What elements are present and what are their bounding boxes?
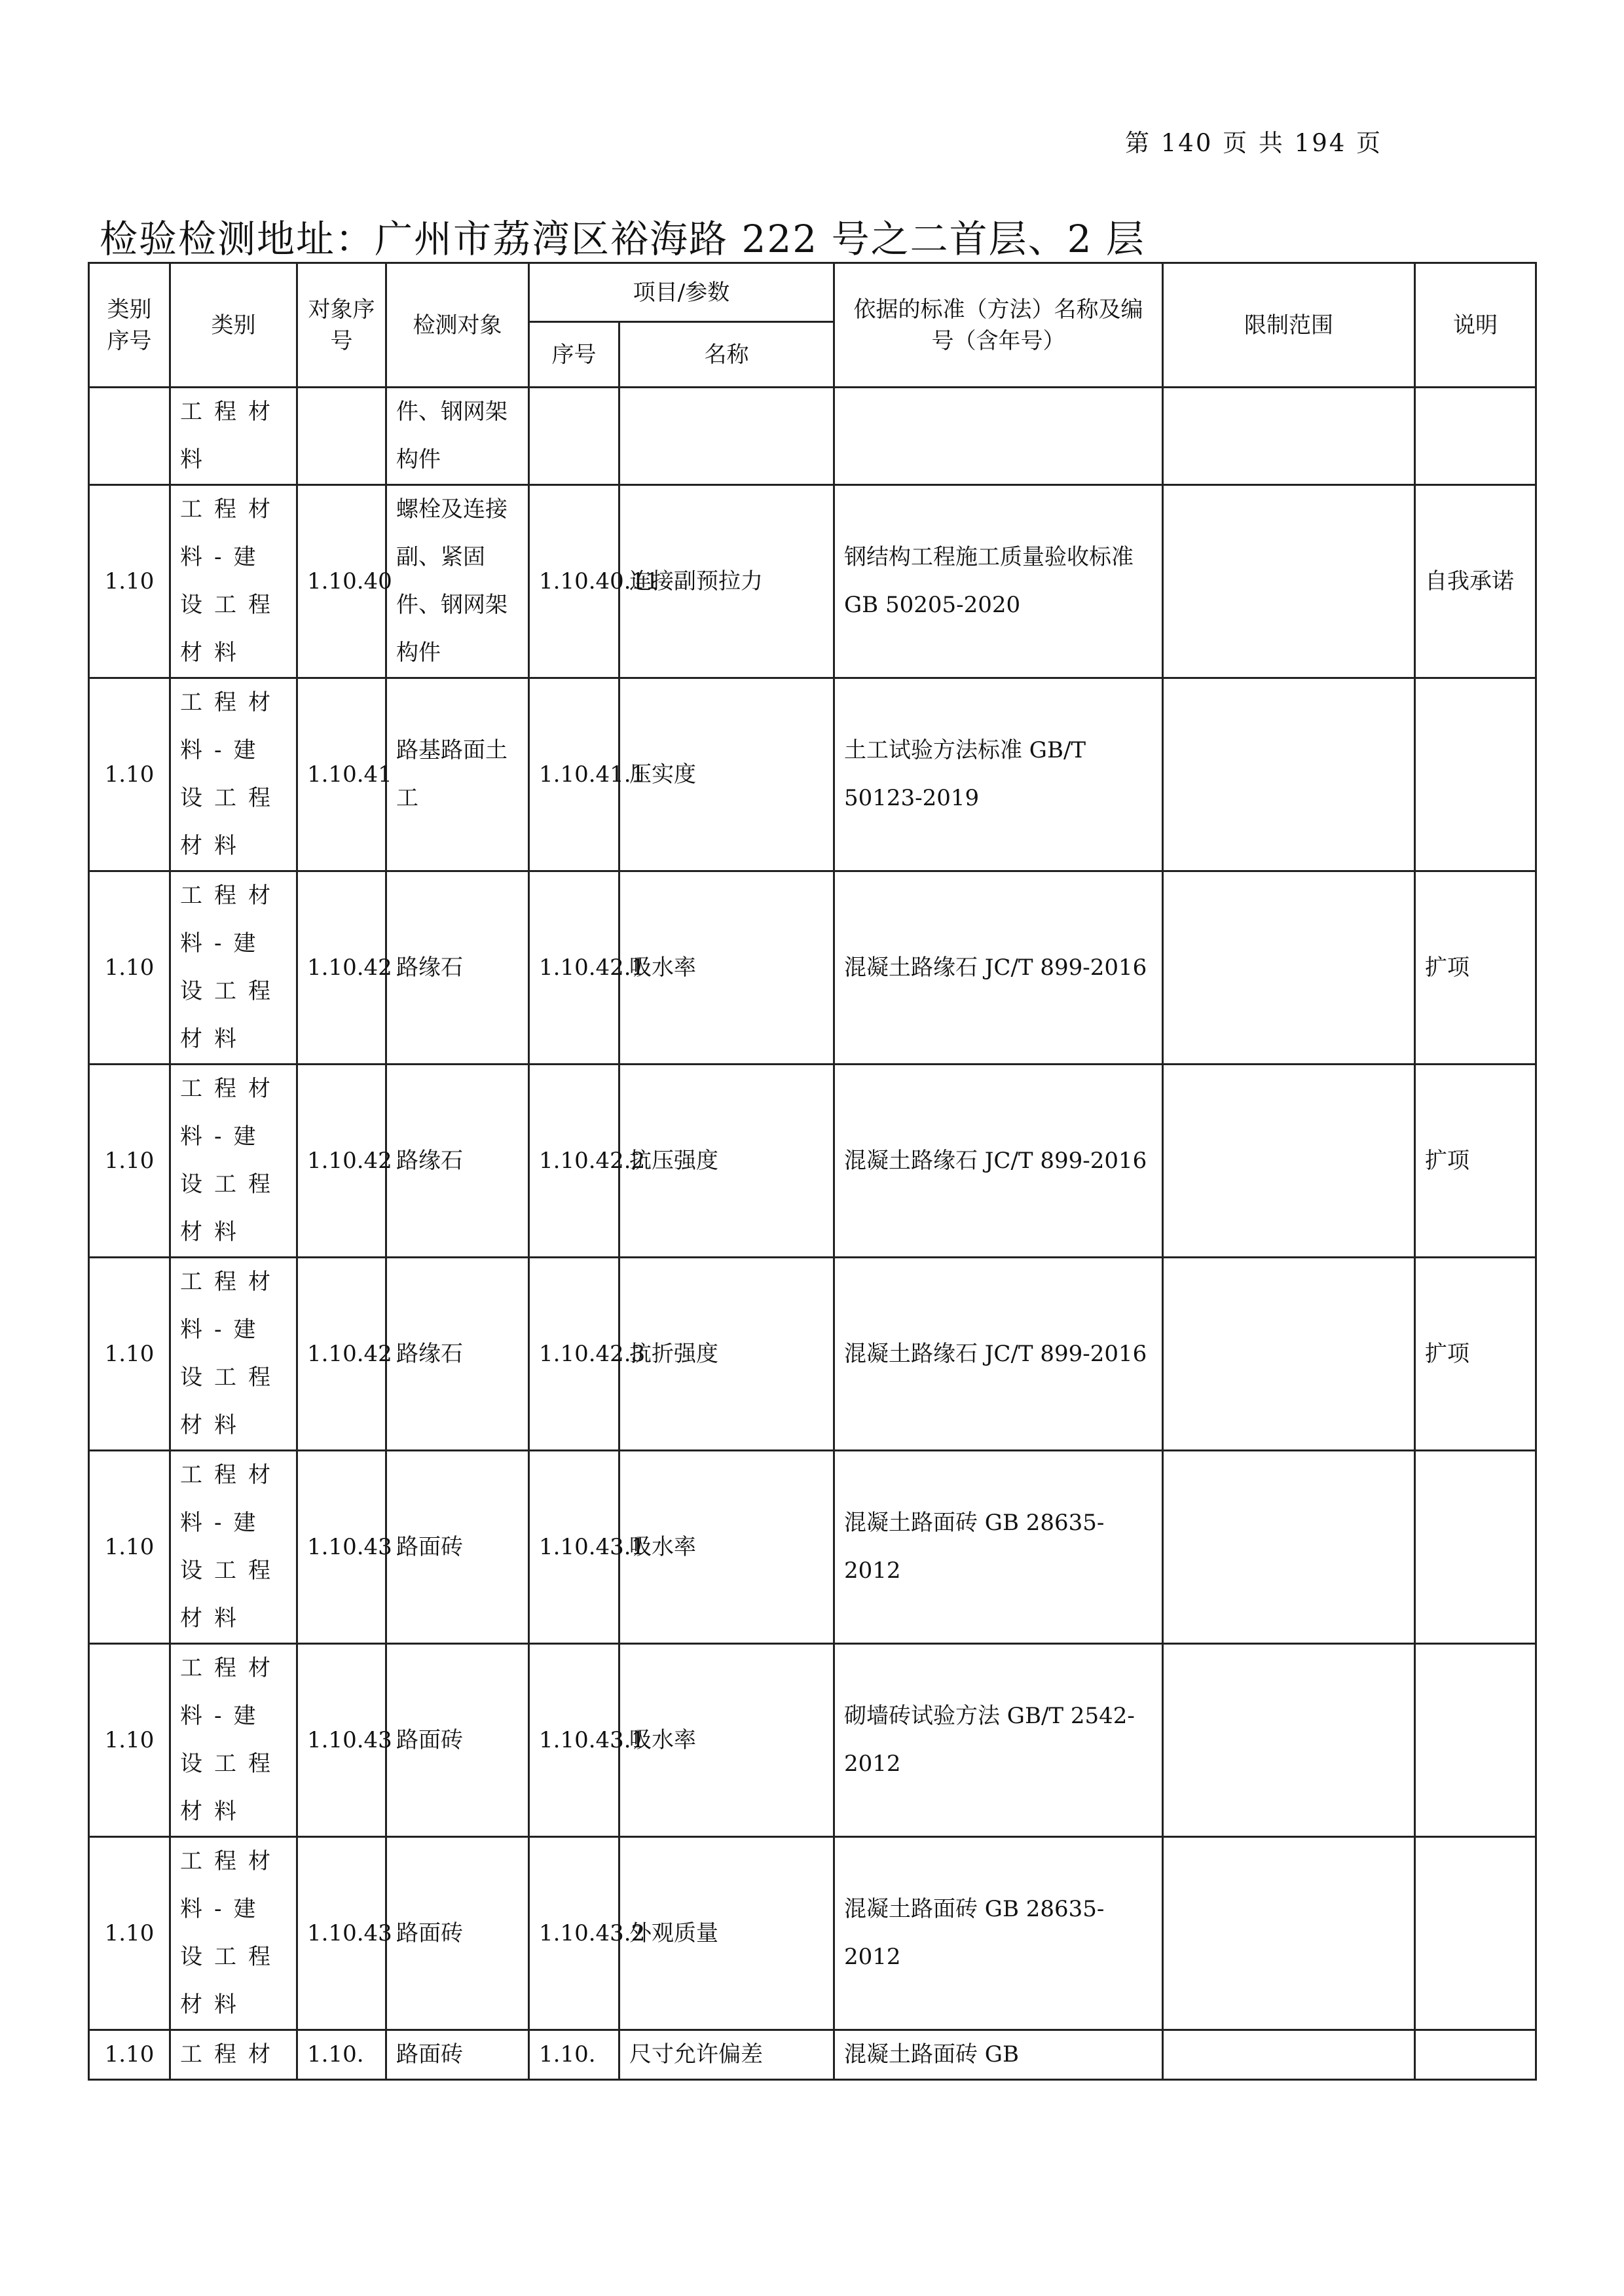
- cell-item-seq: 1.10.42.2: [529, 1065, 619, 1258]
- cell-category: 工程材料-建设工程材料: [170, 678, 297, 871]
- header-category: 类别: [170, 263, 297, 388]
- cell-category: 工程材料-建设工程材料: [170, 485, 297, 678]
- cell-category: 工程材料-建设工程材料: [170, 871, 297, 1065]
- cell-category: 工程材料: [170, 388, 297, 485]
- cell-obj-seq: 1.10.42: [297, 1258, 386, 1451]
- cell-item-name: [619, 388, 834, 485]
- table-row: [89, 388, 1536, 485]
- cell-category: 工程材料-建设工程材料: [170, 1837, 297, 2030]
- cell-obj-seq: 1.10.43: [297, 1837, 386, 2030]
- table-row: [89, 678, 1536, 871]
- cell-object: 路面砖: [386, 1644, 529, 1837]
- cell-object: 件、钢网架构件: [386, 388, 529, 485]
- cell-limit: [1163, 485, 1415, 678]
- cell-object: 路缘石: [386, 1258, 529, 1451]
- cell-item-seq: 1.10.43.2: [529, 1837, 619, 2030]
- cell-object: 路基路面土工: [386, 678, 529, 871]
- cell-standard: 钢结构工程施工质量验收标准 GB 50205-2020: [834, 485, 1163, 678]
- cell-limit: [1163, 2030, 1415, 2080]
- cell-limit: [1163, 1451, 1415, 1644]
- cell-limit: [1163, 1258, 1415, 1451]
- cell-item-name: 吸水率: [619, 1451, 834, 1644]
- cell-item-seq: 1.10.: [529, 2030, 619, 2080]
- cell-cat-seq: 1.10: [89, 1258, 170, 1451]
- cell-standard: 土工试验方法标准 GB/T 50123-2019: [834, 678, 1163, 871]
- cell-item-name: 连接副预拉力: [619, 485, 834, 678]
- cell-note: 扩项: [1415, 1065, 1536, 1258]
- cell-item-name: 抗折强度: [619, 1258, 834, 1451]
- cell-obj-seq: 1.10.42: [297, 871, 386, 1065]
- header-item-name: 名称: [619, 322, 834, 388]
- cell-obj-seq: [297, 388, 386, 485]
- cell-cat-seq: 1.10: [89, 1065, 170, 1258]
- cell-standard: 混凝土路面砖 GB 28635-2012: [834, 1451, 1163, 1644]
- cell-standard: 混凝土路缘石 JC/T 899-2016: [834, 871, 1163, 1065]
- cell-item-seq: 1.10.43.1: [529, 1644, 619, 1837]
- cell-standard: 砌墙砖试验方法 GB/T 2542-2012: [834, 1644, 1163, 1837]
- cell-category: 工程材料-建设工程材料: [170, 1065, 297, 1258]
- table-row: [89, 871, 1536, 1065]
- table-row: [89, 1837, 1536, 2030]
- cell-obj-seq: 1.10.41: [297, 678, 386, 871]
- cell-item-name: 抗压强度: [619, 1065, 834, 1258]
- cell-item-name: 尺寸允许偏差: [619, 2030, 834, 2080]
- cell-object: 路面砖: [386, 2030, 529, 2080]
- cell-note: [1415, 1837, 1536, 2030]
- cell-note: [1415, 1451, 1536, 1644]
- cell-category: 工程材料-建设工程材料: [170, 1258, 297, 1451]
- cell-object: 路面砖: [386, 1451, 529, 1644]
- cell-object: 路缘石: [386, 871, 529, 1065]
- table-row: [89, 2030, 1536, 2080]
- header-object: 检测对象: [386, 263, 529, 388]
- cell-standard: 混凝土路缘石 JC/T 899-2016: [834, 1065, 1163, 1258]
- table-row: [89, 1065, 1536, 1258]
- cell-object: 路面砖: [386, 1837, 529, 2030]
- inspection-address: 检验检测地址：广州市荔湾区裕海路 222 号之二首层、2 层: [100, 217, 1145, 261]
- table-header: [89, 263, 1536, 388]
- cell-item-seq: 1.10.40.11: [529, 485, 619, 678]
- cell-limit: [1163, 1837, 1415, 2030]
- cell-obj-seq: 1.10.: [297, 2030, 386, 2080]
- cell-item-seq: [529, 388, 619, 485]
- cell-cat-seq: 1.10: [89, 1837, 170, 2030]
- cell-category: 工程材: [170, 2030, 297, 2080]
- cell-object: 路缘石: [386, 1065, 529, 1258]
- header-obj-seq: 对象序号: [297, 263, 386, 388]
- cell-standard: 混凝土路缘石 JC/T 899-2016: [834, 1258, 1163, 1451]
- header-item-group: 项目/参数: [529, 263, 834, 322]
- cell-item-name: 外观质量: [619, 1837, 834, 2030]
- cell-note: [1415, 1644, 1536, 1837]
- cell-limit: [1163, 1065, 1415, 1258]
- cell-item-seq: 1.10.42.3: [529, 1258, 619, 1451]
- cell-cat-seq: [89, 388, 170, 485]
- table-row: [89, 1258, 1536, 1451]
- page-number: 第 140 页 共 194 页: [1125, 129, 1383, 157]
- cell-note: [1415, 388, 1536, 485]
- table-row: [89, 485, 1536, 678]
- cell-item-seq: 1.10.41.1: [529, 678, 619, 871]
- header-limit: 限制范围: [1163, 263, 1415, 388]
- header-note: 说明: [1415, 263, 1536, 388]
- header-item-seq: 序号: [529, 322, 619, 388]
- cell-note: [1415, 2030, 1536, 2080]
- cell-cat-seq: 1.10: [89, 2030, 170, 2080]
- cell-cat-seq: 1.10: [89, 678, 170, 871]
- header-standard: 依据的标准（方法）名称及编号（含年号）: [834, 263, 1163, 388]
- cell-object: 螺栓及连接副、紧固件、钢网架构件: [386, 485, 529, 678]
- cell-item-name: 吸水率: [619, 871, 834, 1065]
- cell-obj-seq: 1.10.42: [297, 1065, 386, 1258]
- cell-item-seq: 1.10.43.1: [529, 1451, 619, 1644]
- cell-obj-seq: 1.10.40: [297, 485, 386, 678]
- cell-standard: [834, 388, 1163, 485]
- header-cat-seq: 类别序号: [89, 263, 170, 388]
- table-row: [89, 1644, 1536, 1837]
- cell-limit: [1163, 678, 1415, 871]
- cell-category: 工程材料-建设工程材料: [170, 1451, 297, 1644]
- cell-limit: [1163, 871, 1415, 1065]
- cell-note: 自我承诺: [1415, 485, 1536, 678]
- cell-cat-seq: 1.10: [89, 485, 170, 678]
- cell-limit: [1163, 1644, 1415, 1837]
- cell-obj-seq: 1.10.43: [297, 1451, 386, 1644]
- cell-cat-seq: 1.10: [89, 871, 170, 1065]
- cell-limit: [1163, 388, 1415, 485]
- cell-obj-seq: 1.10.43: [297, 1644, 386, 1837]
- cell-note: 扩项: [1415, 1258, 1536, 1451]
- cell-cat-seq: 1.10: [89, 1644, 170, 1837]
- cell-standard: 混凝土路面砖 GB 28635-2012: [834, 1837, 1163, 2030]
- cell-note: 扩项: [1415, 871, 1536, 1065]
- cell-item-seq: 1.10.42.1: [529, 871, 619, 1065]
- cell-category: 工程材料-建设工程材料: [170, 1644, 297, 1837]
- cell-item-name: 压实度: [619, 678, 834, 871]
- table-row: [89, 1451, 1536, 1644]
- cell-note: [1415, 678, 1536, 871]
- inspection-scope-table: [88, 262, 1537, 2081]
- cell-standard: 混凝土路面砖 GB: [834, 2030, 1163, 2080]
- cell-cat-seq: 1.10: [89, 1451, 170, 1644]
- cell-item-name: 吸水率: [619, 1644, 834, 1837]
